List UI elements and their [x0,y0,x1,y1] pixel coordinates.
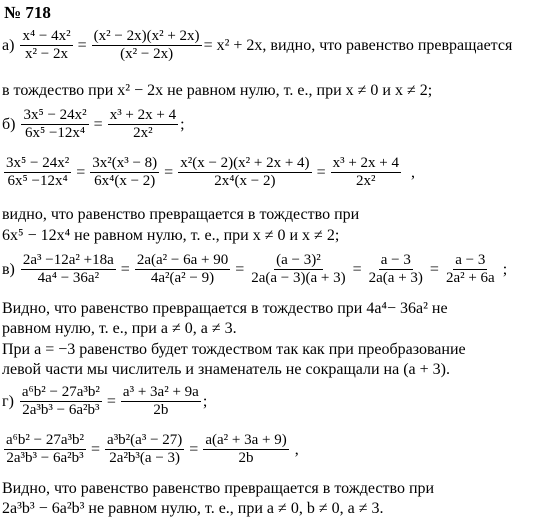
fraction-numerator: a − 3 [379,252,413,270]
part-v-equation [2,252,507,288]
fraction-denominator: 2a² + 6a [445,270,495,287]
part-a-fraction-1 [20,28,72,64]
part-b-step-3 [178,155,311,191]
fraction-denominator: 6x⁴(x − 2) [94,173,156,190]
part-b-fraction-2 [108,107,178,143]
part-b-text-2: 6x⁵ − 12x⁴ не равном нулю, т. е., при x ≠ 0 и x ≠ 2; [2,227,340,244]
fraction-denominator: 2a³b³ − 6a²b³ [22,402,100,419]
part-b-step-2 [90,155,159,191]
fraction-numerator: (a − 3)² [274,252,323,270]
part-a-fraction-2 [92,28,202,64]
fraction-numerator: x²(x − 2)(x² + 2x + 4) [178,155,311,173]
fraction-numerator: 3x⁵ − 24x² [21,107,88,125]
fraction-numerator: 2a³ −12a² +18a [21,252,116,270]
fraction-denominator: 2b [238,450,254,467]
fraction-denominator: (x² − 2x) [120,46,174,63]
fraction-numerator: a − 3 [453,252,487,270]
part-a-conclusion: в тождество при x² − 2x не равном нулю, т. е., при x ≠ 0 и x ≠ 2; [2,82,433,99]
fraction-numerator: 2a(a² − 6a + 90 [135,252,230,270]
part-v-tail: ; [502,260,508,278]
fraction-numerator: 3x⁵ − 24x² [4,155,71,173]
fraction-denominator: 2x² [356,173,376,190]
part-v-text-3: При a = −3 равенство будет тождеством так как при преобразование [2,341,466,358]
part-a-result: = x² + 2x, видно, что равенство превращается [203,36,513,54]
part-g-derivation [2,432,299,468]
part-g-text-1: Видно, что равенство равенство превращается в тождество при [2,480,435,497]
part-b-fraction-1 [21,107,88,143]
fraction-denominator: 6x⁵ −12x⁴ [24,125,86,142]
part-g-tail: ; [202,392,208,410]
part-v-fraction-4 [367,252,425,288]
fraction-numerator: x⁴ − 4x² [20,28,72,46]
part-v-fraction-5 [444,252,497,288]
part-v-fraction-1 [21,252,116,288]
equals-sign: = [120,260,130,278]
part-g-equation [2,384,207,420]
fraction-numerator: x³ + 2x + 4 [108,107,178,125]
fraction-numerator: 3x²(x³ − 8) [90,155,159,173]
part-b-equation [2,107,185,143]
part-a-equation [2,28,512,64]
fraction-denominator: x² − 2x [25,46,69,63]
fraction-denominator: 2b [153,402,169,419]
part-b-tail: , [411,163,416,181]
equals-sign: = [93,115,103,133]
part-v-text-1: Видно, что равенство превращается в тождество при 4a⁴− 36a² не [2,300,448,317]
equals-sign: = [316,163,326,181]
part-g-fraction-1 [20,384,102,420]
equals-sign: = [106,392,116,410]
part-g-step-1 [4,432,86,468]
equals-sign: = [235,260,245,278]
part-b-tail: ; [180,115,185,133]
part-g-label: г) [2,392,14,410]
part-a-label: а) [2,36,15,54]
part-g-text-2: 2a³b³ − 6a²b³ не равном нулю, т. е., при a ≠ 0, b ≠ 0, a ≠ 3. [2,500,384,517]
fraction-denominator: 6x⁵ −12x⁴ [7,173,68,190]
fraction-numerator: a(a² + 3a + 9) [203,432,288,450]
fraction-numerator: x³ + 2x + 4 [331,155,401,173]
equals-sign: = [164,163,174,181]
part-g-step-2 [105,432,184,468]
equals-sign: = [91,440,101,458]
fraction-denominator: 2a(a + 3) [368,270,423,287]
part-v-text-2: равном нулю, т. е., при a ≠ 0, a ≠ 3. [2,320,237,337]
fraction-numerator: (x² − 2x)(x² + 2x) [92,28,202,46]
fraction-denominator: 2a³b³ − 6a²b³ [6,450,84,467]
fraction-numerator: a³b²(a³ − 27) [105,432,184,450]
fraction-numerator: a³ + 3a² + 9a [121,384,201,402]
fraction-denominator: 2x⁴(x − 2) [214,173,276,190]
problem-number: № 718 [4,3,51,22]
part-v-label: в) [2,260,15,278]
equals-sign: = [76,163,86,181]
part-g-step-3 [203,432,288,468]
part-b-text-1: видно, что равенство превращается в тождество при [2,206,360,223]
part-b-derivation [2,155,415,191]
equals-sign: = [189,440,199,458]
part-v-fraction-2 [135,252,230,288]
part-v-text-4: левой части мы числитель и знаменатель не сокращали на (a + 3). [2,361,450,378]
fraction-denominator: 2a(a − 3)(a + 3) [251,270,346,287]
fraction-denominator: 4a²(a² − 9) [150,270,215,287]
fraction-numerator: a⁶b² − 27a³b² [20,384,102,402]
fraction-denominator: 2a²b³(a − 3) [109,450,181,467]
equals-sign: = [77,36,87,54]
part-v-fraction-3 [249,252,347,288]
fraction-numerator: a⁶b² − 27a³b² [4,432,86,450]
part-b-step-1 [4,155,71,191]
part-g-tail: , [294,440,299,458]
part-b-step-4 [331,155,401,191]
part-b-label: б) [2,115,16,133]
fraction-denominator: 2x² [133,125,153,142]
fraction-denominator: 4a⁴ − 36a² [37,270,100,287]
equals-sign: = [429,260,439,278]
part-g-fraction-2 [121,384,201,420]
equals-sign: = [352,260,362,278]
